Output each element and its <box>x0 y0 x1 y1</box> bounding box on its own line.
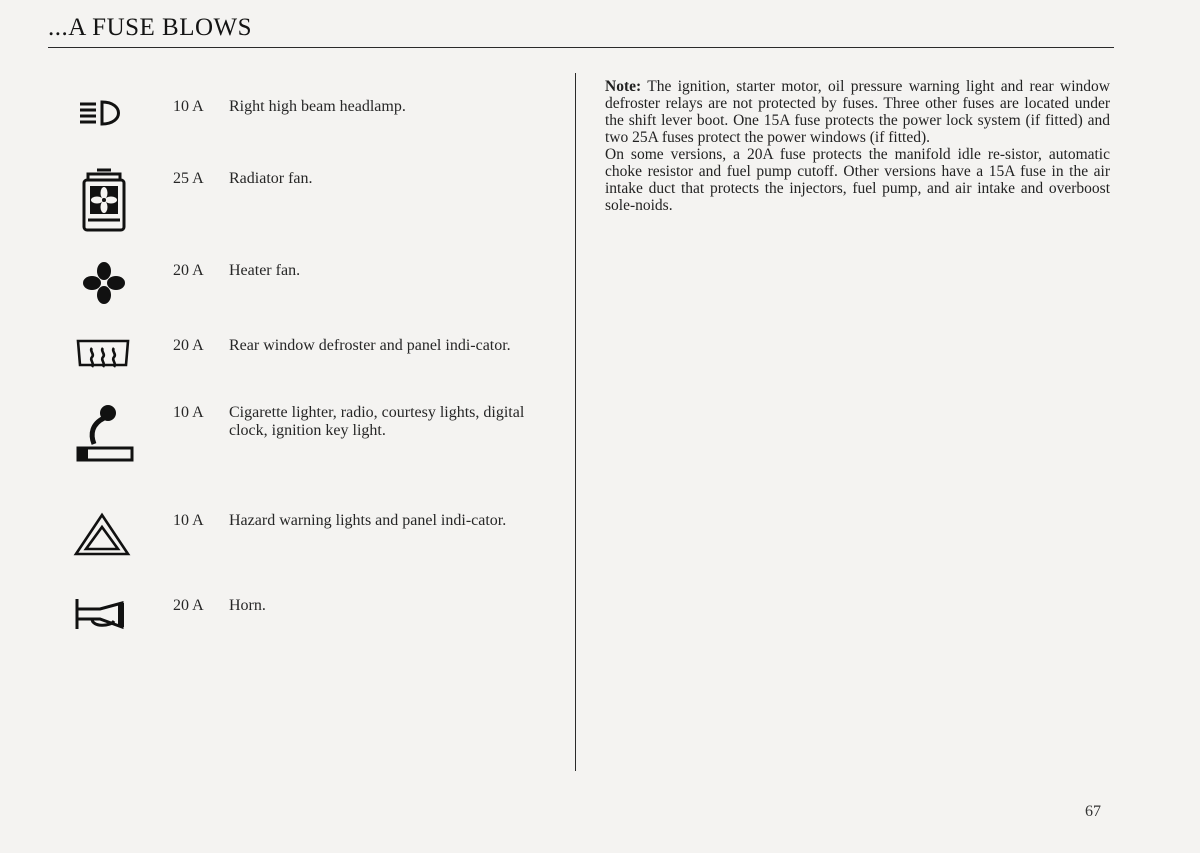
note-paragraph-1 <box>605 78 1110 146</box>
note-paragraph-2: On some versions, a 20A fuse protects the manifold idle re-sistor, automatic choke resistor and fuel pump cutoff. Other versions have a 15A fuse in the air intake duct that protects the injectors, fuel pump, and air intake and overboost sole-noids. <box>605 146 1110 214</box>
fuse-description: Heater fan. <box>229 262 301 279</box>
fuse-row-rear-defroster <box>60 337 560 407</box>
fuse-row-horn <box>60 597 560 667</box>
fuse-amperage: 20 A <box>173 337 204 354</box>
page-title: ...A FUSE BLOWS <box>48 14 253 41</box>
fuse-row-heater-fan <box>60 262 560 332</box>
fuse-row-hazard <box>60 512 560 582</box>
fuse-amperage: 25 A <box>173 170 204 187</box>
fuse-row-radiator-fan <box>60 168 560 238</box>
rear-window-defroster-icon <box>70 337 134 407</box>
horn-icon <box>70 597 134 667</box>
fuse-amperage: 20 A <box>173 262 204 279</box>
fuse-amperage: 10 A <box>173 404 204 421</box>
fuse-row-high-beam <box>60 98 560 168</box>
note-text-1: The ignition, starter motor, oil pressure warning light and rear window defroster relays are not protected by fuses. Three other fuses are located under the shift lever boot. One 15A fuse protects the power lock system (if fitted) and two 25A fuses protect the power windows (if fitted). <box>605 78 1110 146</box>
fuse-amperage: 10 A <box>173 512 204 529</box>
fuse-description: Hazard warning lights and panel indi-cator. <box>229 512 507 529</box>
note-block <box>605 78 1110 214</box>
fuse-row-cigarette-lighter <box>60 404 560 474</box>
radiator-fan-icon <box>70 168 134 238</box>
cigarette-lighter-icon <box>70 404 134 474</box>
note-label: Note: <box>605 78 642 95</box>
page-number: 67 <box>1085 803 1101 820</box>
fuse-amperage: 10 A <box>173 98 204 115</box>
hazard-warning-icon <box>70 512 134 582</box>
fuse-description: Cigarette lighter, radio, courtesy lights, digital clock, ignition key light. <box>229 404 525 439</box>
fuse-amperage: 20 A <box>173 597 204 614</box>
heater-fan-icon <box>70 262 134 332</box>
fuse-description: Right high beam headlamp. <box>229 98 406 115</box>
fuse-description: Horn. <box>229 597 266 614</box>
title-rule <box>48 47 1114 48</box>
high-beam-headlamp-icon <box>70 98 134 168</box>
fuse-description: Rear window defroster and panel indi-cator. <box>229 337 511 354</box>
fuse-description: Radiator fan. <box>229 170 313 187</box>
column-divider <box>575 73 576 771</box>
